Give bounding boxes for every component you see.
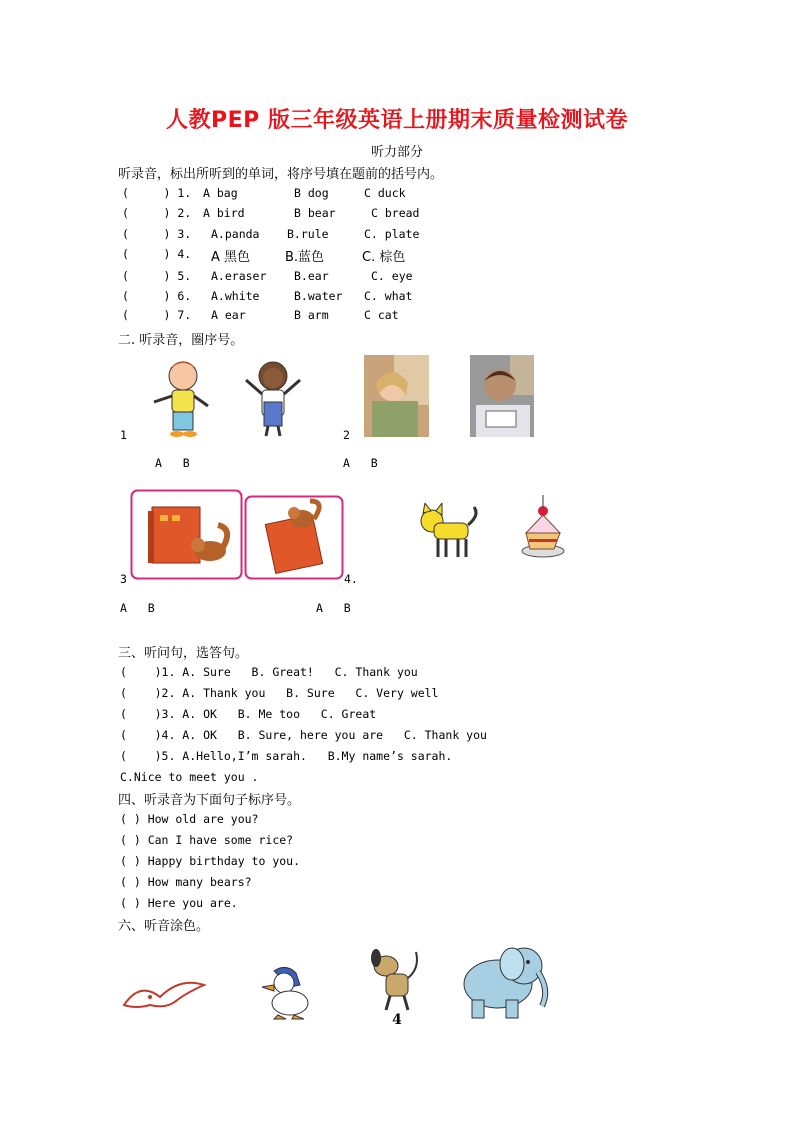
part4-item: ( ) How old are you? (120, 812, 259, 826)
bird-outline-image (120, 975, 208, 1015)
group1-options: A B (155, 456, 190, 470)
part4-heading: 四、听录音为下面句子标序号。 (118, 793, 301, 808)
part2-heading: 二. 听录音，圈序号。 (118, 333, 244, 348)
part4-item: ( ) Can I have some rice? (120, 833, 294, 847)
part3-item: ( )1. A. Sure B. Great! C. Thank you (120, 665, 418, 679)
boy-pointing-image (148, 358, 218, 438)
section-subtitle: 听力部分 (370, 145, 423, 160)
part3-item: ( )3. A. OK B. Me too C. Great (120, 707, 377, 721)
group2-number: 2 (343, 428, 350, 442)
part4-item: ( ) Here you are. (120, 896, 238, 910)
part1-heading: 听录音，标出所听到的单词，将序号填在题前的括号内。 (118, 167, 444, 182)
part3-item: ( )4. A. OK B. Sure, here you are C. Thank you (120, 728, 487, 742)
cat-image (416, 503, 482, 561)
elephant-image (458, 940, 552, 1020)
group2-options: A B (343, 456, 378, 470)
book-squirrel-back-image (244, 495, 344, 580)
book-squirrel-front-image (130, 489, 243, 580)
group3-options: A B (120, 601, 155, 615)
girl-cheering-image (240, 358, 306, 438)
group3-number: 3 (120, 572, 127, 586)
exam-title: 人教PEP 版三年级英语上册期末质量检测试卷 (166, 108, 628, 133)
part3-item: ( )5. A.Hello,I’m sarah. B.My name’s sarah. (120, 749, 453, 763)
group4-number: 4. (344, 572, 358, 586)
part3-continuation: C.Nice to meet you . (120, 770, 259, 784)
part3-item: ( )2. A. Thank you B. Sure C. Very well (120, 686, 439, 700)
part4-item: ( ) Happy birthday to you. (120, 854, 301, 868)
group1-number: 1 (120, 428, 127, 442)
part3-heading: 三、听问句，选答句。 (118, 646, 249, 661)
part6-heading: 六、听音涂色。 (118, 919, 210, 934)
dog-outline-image (370, 948, 422, 1012)
boy-reading-photo (470, 355, 534, 437)
group4-options: A B (316, 601, 351, 615)
cake-image (520, 493, 566, 559)
girl-eating-photo (364, 355, 429, 437)
part4-item: ( ) How many bears? (120, 875, 252, 889)
page-number: 4 (392, 1012, 402, 1028)
